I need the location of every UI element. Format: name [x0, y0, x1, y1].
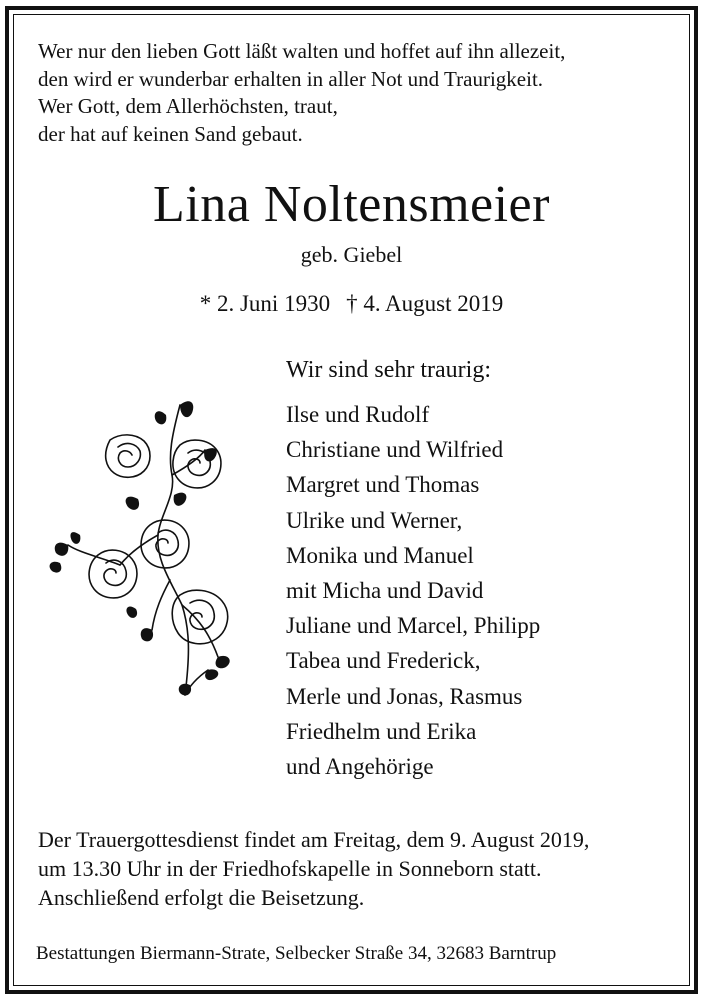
death-date: † 4. August 2019 [346, 291, 504, 316]
list-item: Juliane und Marcel, Philipp [286, 613, 541, 639]
service-line: Anschließend erfolgt die Beisetzung. [38, 885, 365, 910]
mourners-intro: Wir sind sehr traurig: [286, 357, 491, 383]
service-info [38, 825, 589, 912]
maiden-name: geb. Giebel [300, 242, 403, 267]
verse-line: Wer Gott, dem Allerhöchsten, traut, [38, 94, 338, 118]
verse-line: den wird er wunderbar erhalten in aller Not und Traurigkeit. [38, 66, 544, 91]
memorial-verse [38, 38, 565, 148]
deceased-name: Lina Noltensmeier [153, 176, 550, 233]
list-item: Ilse und Rudolf [286, 402, 430, 427]
service-line: um 13.30 Uhr in der Friedhofskapelle in Sonneborn statt. [38, 856, 542, 881]
list-item: Friedhelm und Erika [286, 718, 477, 744]
birth-date: * 2. Juni 1930 [199, 291, 331, 316]
rose-branch-icon [40, 395, 245, 710]
list-item: und Angehörige [286, 754, 434, 780]
list-item: Christiane und Wilfried [286, 437, 504, 463]
service-line: Der Trauergottesdienst findet am Freitag, dem 9. August 2019, [38, 827, 590, 852]
list-item: Ulrike und Werner, [286, 507, 463, 533]
list-item: mit Micha und David [286, 578, 484, 604]
verse-line: Wer nur den lieben Gott läßt walten und hoffet auf ihn allezeit, [38, 39, 566, 63]
list-item: Margret und Thomas [286, 472, 480, 498]
list-item: Tabea und Frederick, [286, 648, 481, 674]
funeral-home: Bestattungen Biermann-Strate, Selbecker Straße 34, 32683 Barntrup [36, 943, 557, 964]
verse-line: der hat auf keinen Sand gebaut. [38, 121, 303, 146]
list-item: Merle und Jonas, Rasmus [286, 683, 523, 709]
mourners-list [286, 397, 540, 784]
life-dates [0, 289, 703, 319]
list-item: Monika und Manuel [286, 542, 474, 568]
